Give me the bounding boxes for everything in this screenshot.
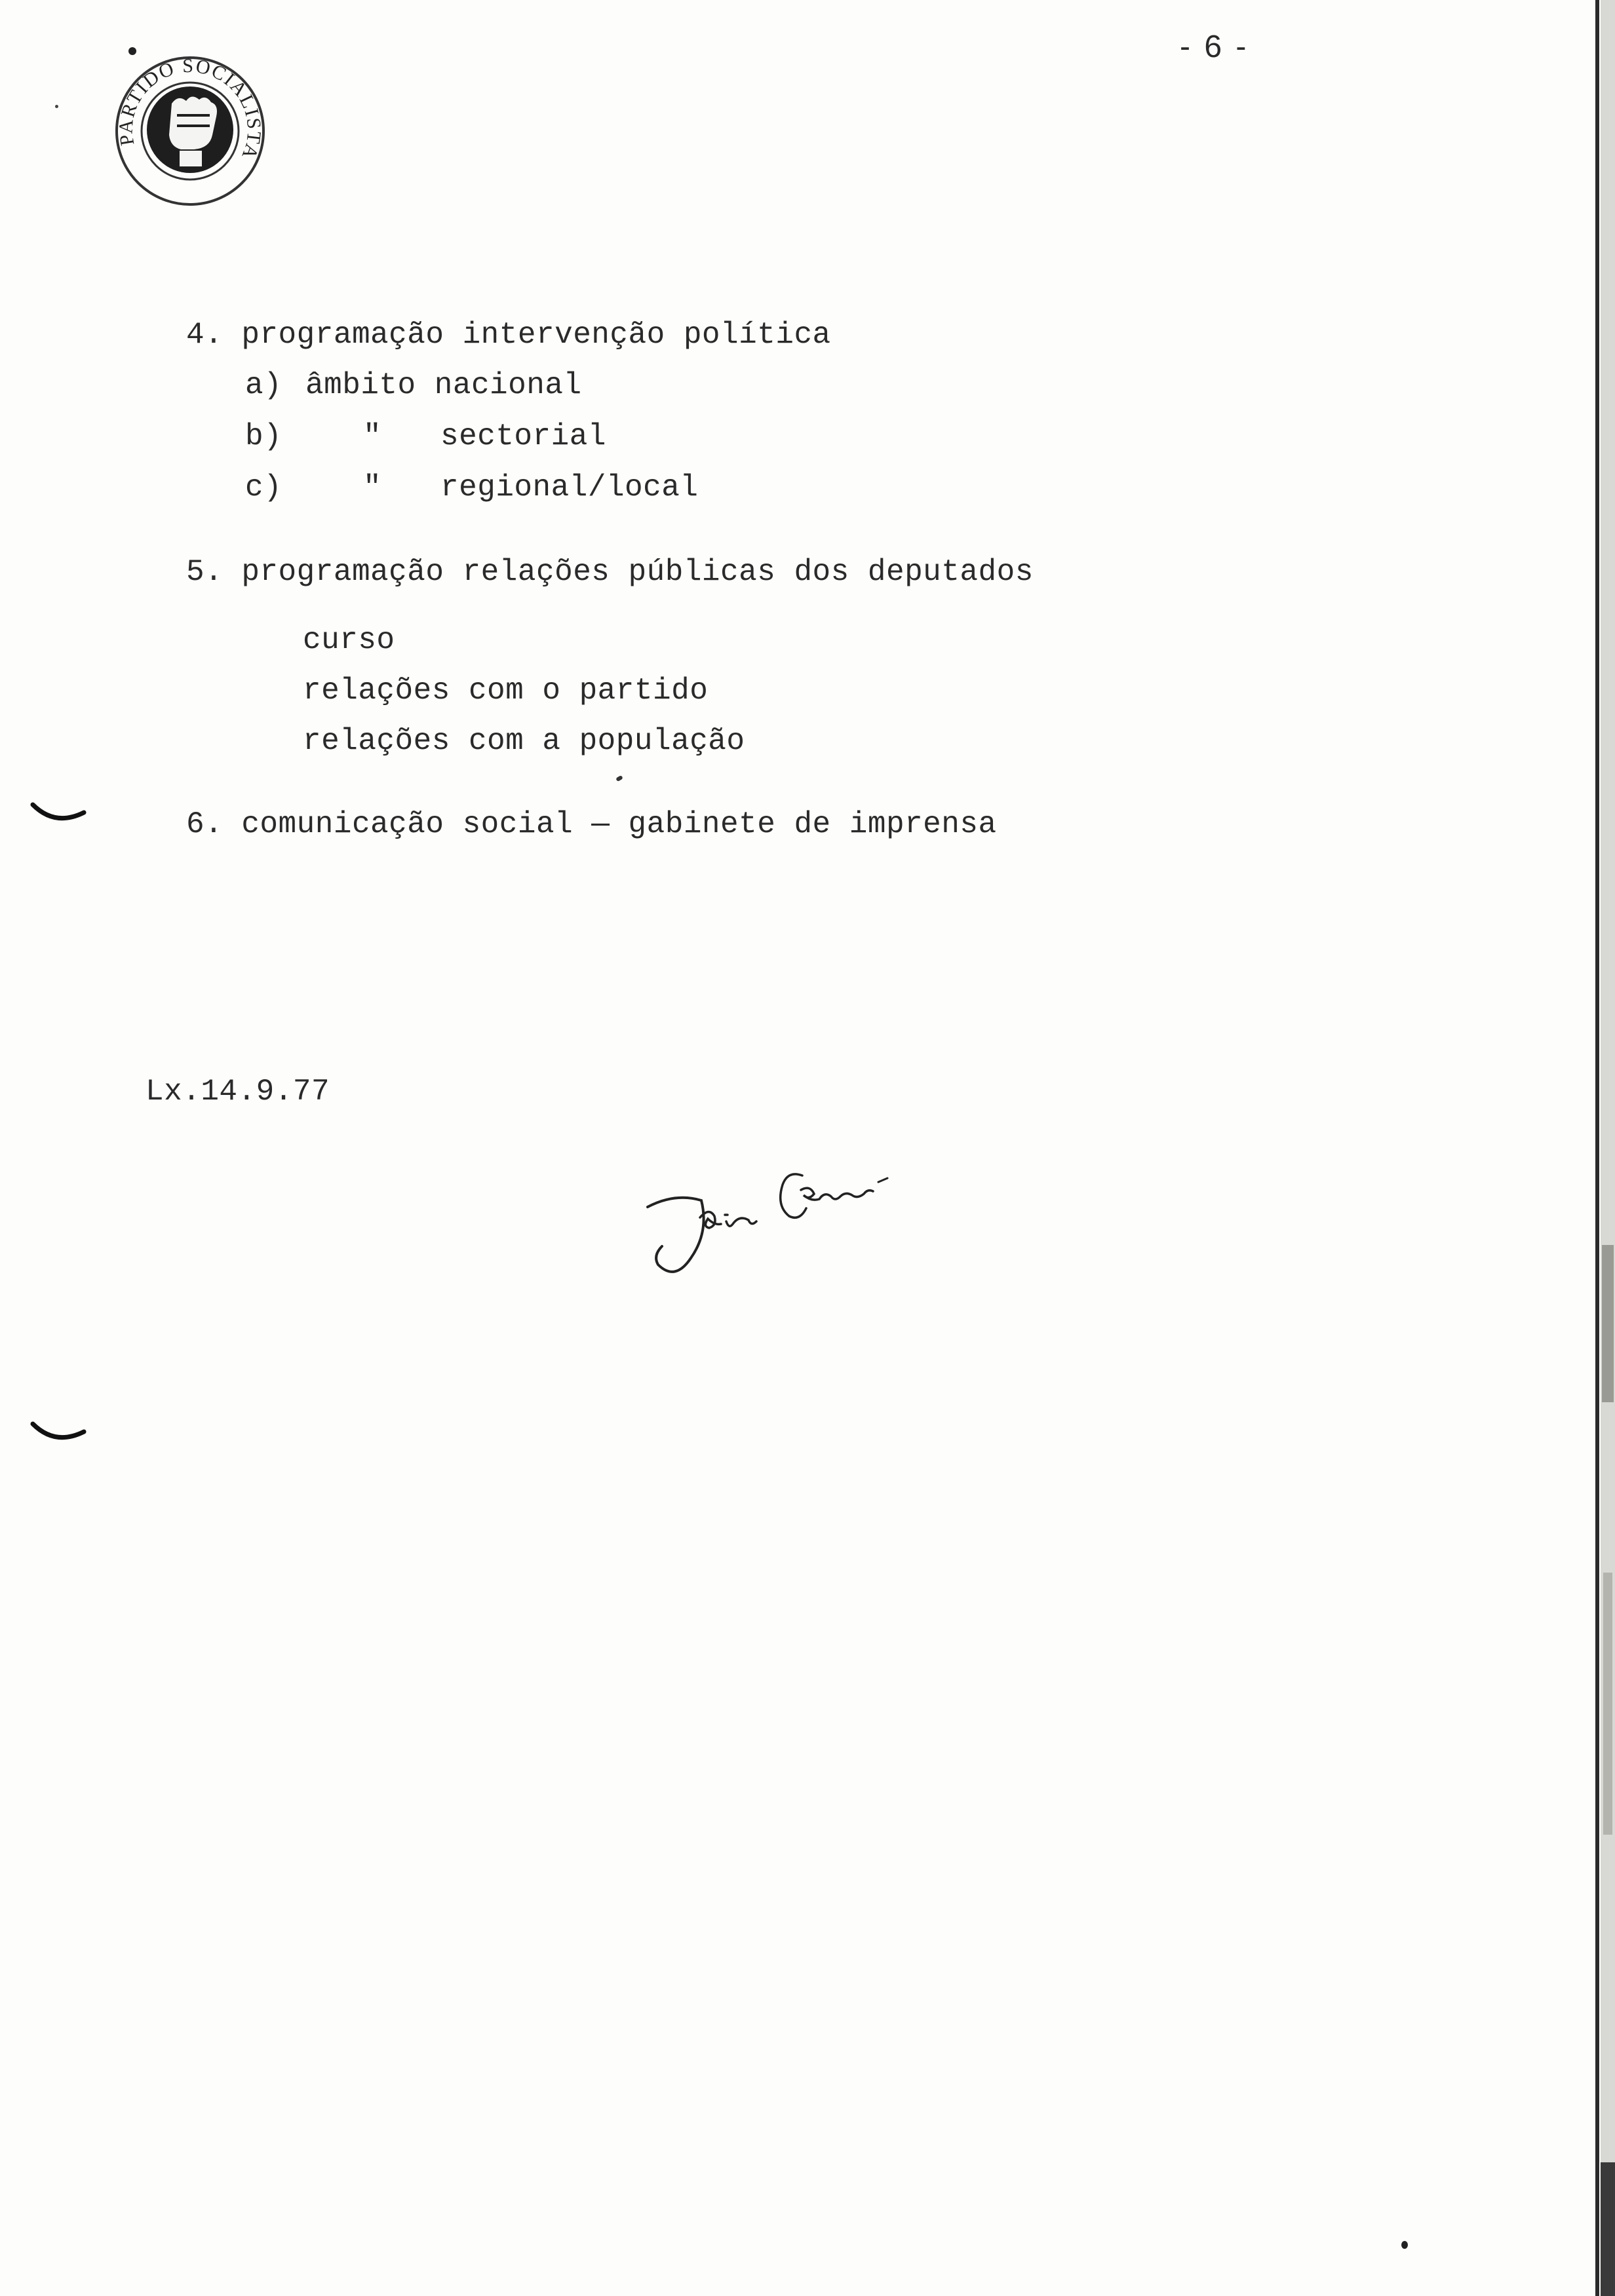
ink-speck <box>615 775 623 782</box>
svg-text:PARTIDO SOCIALISTA: PARTIDO SOCIALISTA <box>115 54 265 163</box>
fist-icon <box>147 86 233 173</box>
scan-edge <box>1573 0 1615 2296</box>
ink-dot <box>128 47 136 55</box>
ditto-mark: " <box>363 419 382 453</box>
subitem-text: relações com o partido <box>303 674 709 708</box>
punch-mark <box>29 799 88 832</box>
subitem-text: regional/local <box>440 470 699 505</box>
list-item-6: 6. comunicação social — gabinete de imprensa <box>186 807 997 841</box>
signature <box>636 1160 911 1297</box>
list-item-5: 5. programação relações públicas dos deputados <box>186 555 1034 589</box>
subitem-text: âmbito nacional <box>305 368 582 402</box>
subitem-marker: b) <box>245 419 282 453</box>
ink-speck <box>1401 2241 1408 2249</box>
subitem-marker: c) <box>245 470 282 505</box>
punch-mark <box>29 1419 88 1451</box>
page-number: - 6 - <box>1180 29 1249 64</box>
ditto-mark: " <box>363 470 382 505</box>
ink-dot <box>55 105 58 108</box>
subitem-text: sectorial <box>440 419 606 453</box>
subitem-text: curso <box>303 623 395 657</box>
document-date: Lx.14.9.77 <box>146 1075 330 1109</box>
party-logo <box>111 52 269 210</box>
list-item-4: 4. programação intervenção política <box>186 318 831 352</box>
subitem-text: relações com a população <box>303 724 745 758</box>
subitem-marker: a) <box>245 368 282 402</box>
